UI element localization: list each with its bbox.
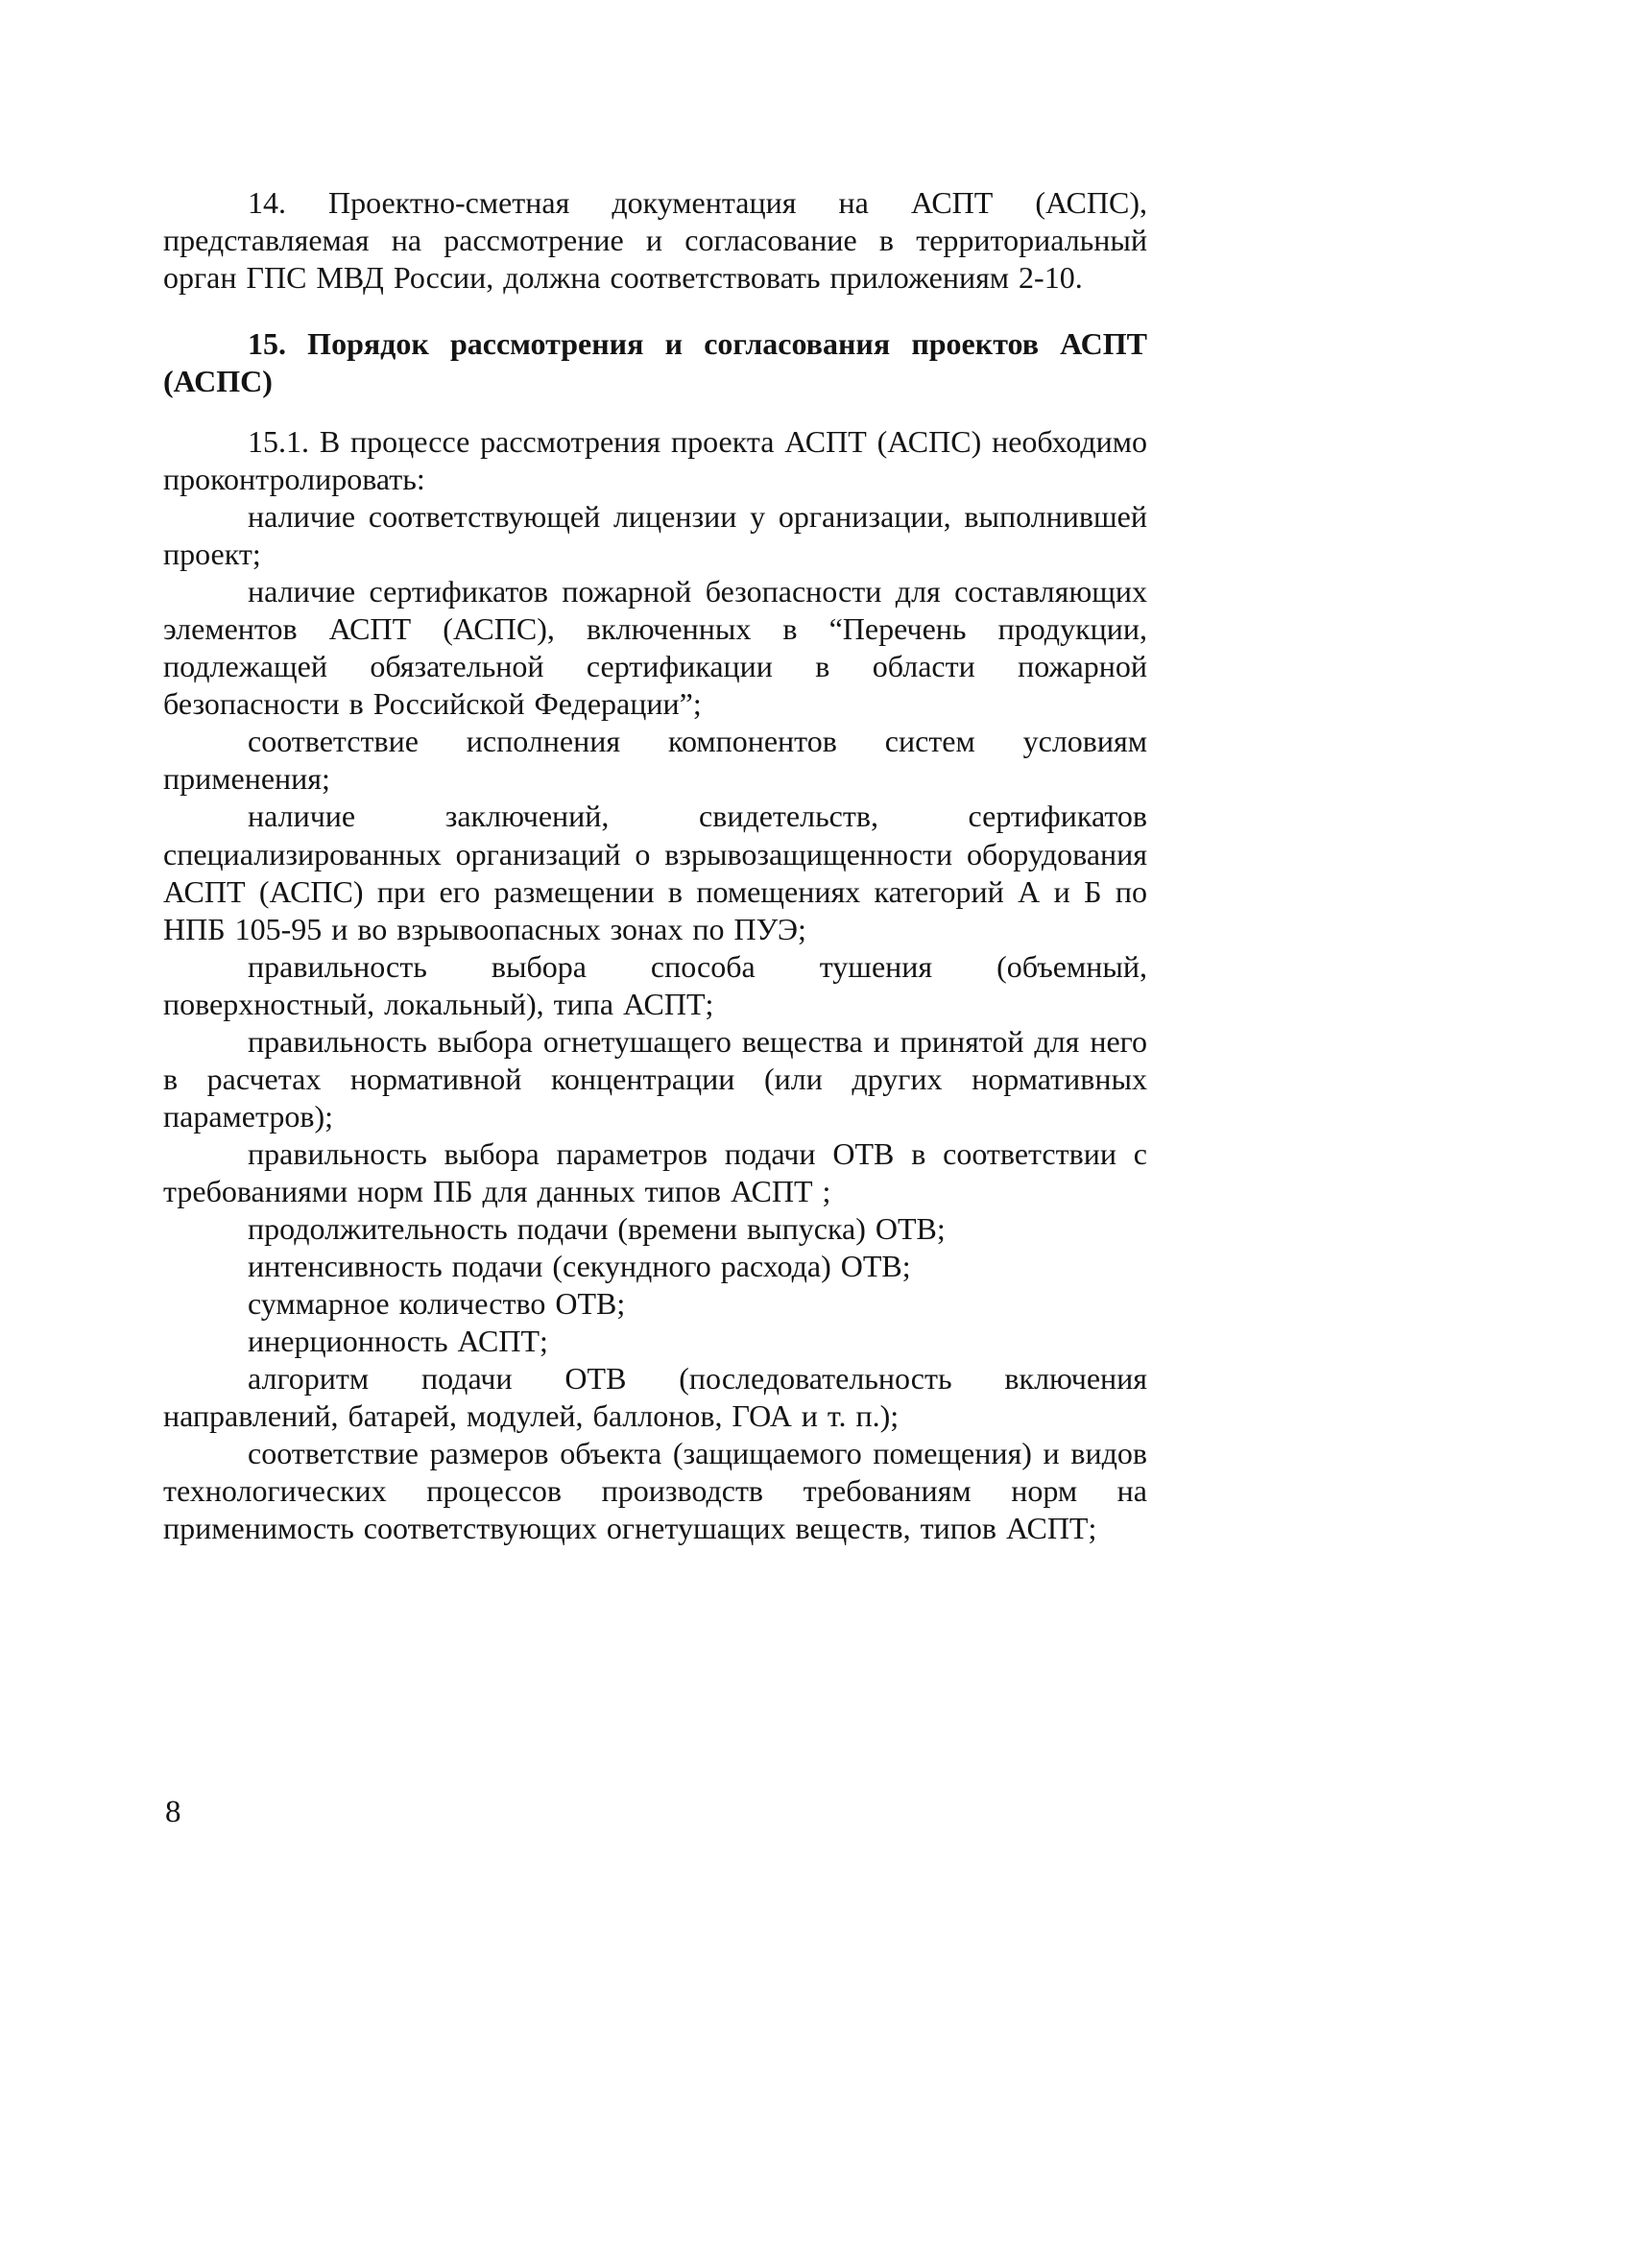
list-item-explosion-protection: наличие заключений, свидетельств, сертификатов специализированных организаций о взрывозащищенности оборудования АСПТ (АСПС) при его размещении в помещениях категорий А и Б по НПБ 105-95 и во взрывоопасных зонах по ПУЭ;	[163, 799, 1147, 946]
page-number: 8	[165, 1795, 181, 1829]
list-item-component-conditions: соответствие исполнения компонентов систем условиям применения;	[163, 724, 1147, 797]
list-item-supply-parameters: правильность выбора параметров подачи ОТВ в соответствии с требованиями норм ПБ для данных типов АСПТ ;	[163, 1135, 1147, 1208]
list-item-supply-intensity: интенсивность подачи (секундного расхода) ОТВ;	[248, 1248, 911, 1283]
list-item-extinguishing-method: правильность выбора способа тушения (объемный, поверхностный, локальный), типа АСПТ;	[163, 948, 1147, 1021]
list-item-total-quantity: суммарное количество ОТВ;	[248, 1285, 626, 1321]
list-item-supply-algorithm: алгоритм подачи ОТВ (последовательность включения направлений, батарей, модулей, баллонов, ГОА и т. п.);	[163, 1360, 1147, 1433]
list-item-fire-safety-certificates: наличие сертификатов пожарной безопасности для составляющих элементов АСПТ (АСПС), включенных в “Перечень продукции, подлежащей обязательной сертификации в области пожарной безопасности в Российской Федерации”;	[163, 574, 1147, 722]
section-heading-15: 15. Порядок рассмотрения и согласования проектов АСПТ (АСПС)	[163, 326, 1147, 399]
list-item-supply-duration: продолжительность подачи (времени выпуска) ОТВ;	[248, 1210, 946, 1246]
paragraph-15-1: 15.1. В процессе рассмотрения проекта АСПТ (АСПС) необходимо проконтролировать:	[163, 424, 1147, 497]
list-item-object-size: соответствие размеров объекта (защищаемого помещения) и видов технологических процессов производств требованиям норм на применимость соответствующих огнетушащих веществ, типов АСПТ;	[163, 1436, 1147, 1546]
list-item-agent-choice: правильность выбора огнетушащего вещества и принятой для него в расчетах нормативной концентрации (или других нормативных параметров);	[163, 1023, 1147, 1134]
list-item-license: наличие соответствующей лицензии у организации, выполнившей проект;	[163, 499, 1147, 572]
list-item-inertia: инерционность АСПТ;	[248, 1323, 548, 1358]
paragraph-14: 14. Проектно-сметная документация на АСПТ (АСПС), представляемая на рассмотрение и согласование в территориальный орган ГПС МВД России, должна соответствовать приложениям 2-10.	[163, 185, 1147, 296]
